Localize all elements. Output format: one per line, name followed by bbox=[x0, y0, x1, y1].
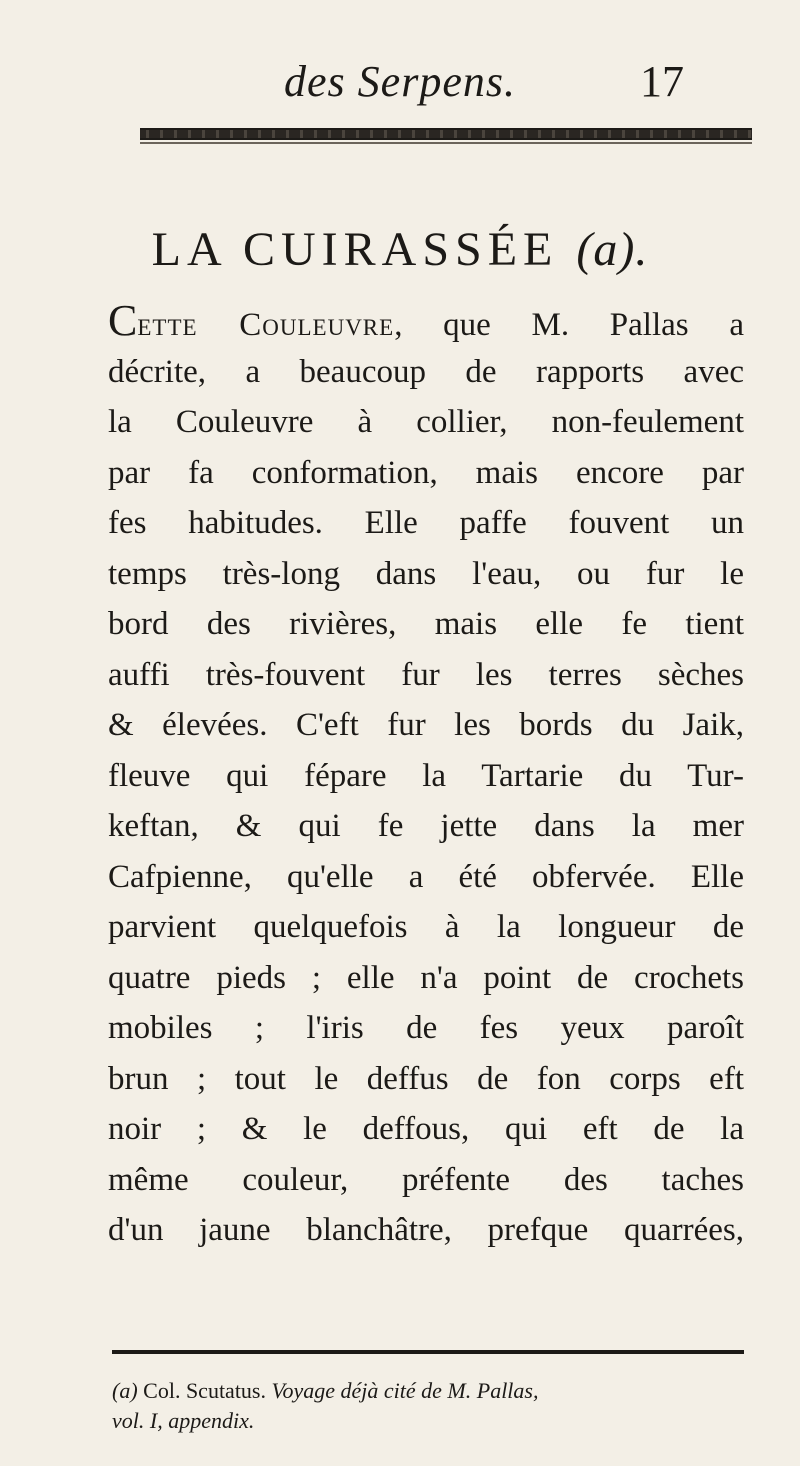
body-line: même couleur, préfente des taches bbox=[108, 1161, 744, 1198]
small-caps-lead: ette Couleuvre bbox=[137, 307, 395, 343]
chapter-title-text: LA CUIRASSÉE bbox=[151, 223, 559, 276]
body-line: fes habitudes. Elle paffe fouvent un bbox=[108, 505, 744, 541]
chapter-title bbox=[0, 222, 800, 277]
body-line: fleuve qui fépare la Tartarie du Tur- bbox=[108, 757, 744, 794]
footnote-line-2: vol. I, appendix. bbox=[112, 1408, 255, 1433]
footnote-roman: Col. Scutatus. bbox=[143, 1378, 266, 1403]
page-number: 17 bbox=[640, 57, 684, 106]
footnote-italic: Voyage déjà cité de M. Pallas, bbox=[271, 1378, 539, 1403]
ornamental-rule bbox=[140, 128, 752, 140]
body-line: par fa conformation, mais encore par bbox=[108, 454, 744, 491]
initial-letter: C bbox=[108, 296, 138, 345]
body-text bbox=[108, 296, 744, 1256]
body-line: keftan, & qui fe jette dans la mer bbox=[108, 808, 744, 844]
body-line: quatre pieds ; elle n'a point de crochets bbox=[108, 959, 744, 996]
footnote-rule bbox=[112, 1350, 744, 1354]
body-line: noir ; & le deffous, qui eft de la bbox=[108, 1111, 744, 1147]
footnote-reference: (a). bbox=[576, 223, 649, 276]
body-line: Cafpienne, qu'elle a été obfervée. Elle bbox=[108, 858, 744, 895]
footnote-line bbox=[112, 1376, 744, 1406]
running-title: des Serpens. bbox=[284, 57, 516, 106]
body-line: auffi très-fouvent fur les terres sèches bbox=[108, 656, 744, 693]
body-line: temps très-long dans l'eau, ou fur le bbox=[108, 555, 744, 592]
body-line: brun ; tout le deffus de fon corps eft bbox=[108, 1060, 744, 1097]
body-line: décrite, a beaucoup de rapports avec bbox=[108, 353, 744, 390]
footnote bbox=[112, 1376, 744, 1436]
body-line: d'un jaune blanchâtre, prefque quarrées, bbox=[108, 1212, 744, 1248]
body-line: mobiles ; l'iris de fes yeux paroît bbox=[108, 1010, 744, 1046]
body-line: & élevées. C'eft fur les bords du Jaik, bbox=[108, 707, 744, 743]
body-line: bord des rivières, mais elle fe tient bbox=[108, 606, 744, 642]
body-line: la Couleuvre à collier, non-feulement bbox=[108, 404, 744, 440]
body-line: parvient quelquefois à la longueur de bbox=[108, 909, 744, 945]
running-head bbox=[0, 56, 800, 116]
footnote-marker: (a) bbox=[112, 1378, 138, 1403]
body-line bbox=[108, 296, 744, 347]
first-line-rest: , que M. Pallas a bbox=[394, 307, 744, 343]
